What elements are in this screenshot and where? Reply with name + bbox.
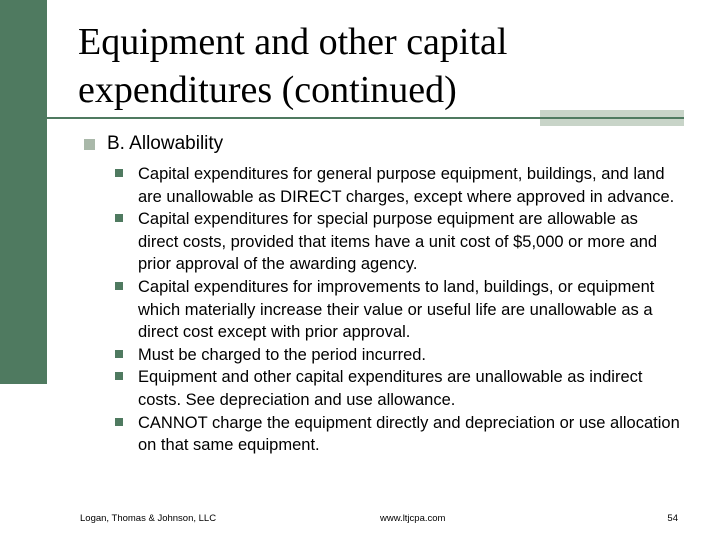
square-bullet-icon — [84, 139, 95, 150]
section-heading — [84, 132, 223, 156]
list-item-text: Capital expenditures for general purpose equipment, buildings, and land are unallowable as DIRECT charges, except where approved in advance. — [138, 165, 675, 206]
section-heading-text: B. Allowability — [107, 133, 224, 154]
slide-title — [78, 18, 698, 114]
square-bullet-icon — [115, 169, 123, 177]
list-item — [112, 276, 682, 344]
list-item-text: CANNOT charge the equipment directly and depreciation or use allocation on that same equipment. — [138, 413, 680, 455]
list-item — [112, 412, 682, 457]
bullet-list — [112, 163, 682, 457]
square-bullet-icon — [115, 350, 123, 358]
list-item-text: Equipment and other capital expenditures are unallowable as indirect costs. See depreciation and use allowance. — [138, 368, 643, 409]
page-number: 54 — [667, 513, 678, 524]
list-item — [112, 344, 682, 367]
side-accent-bar — [0, 0, 47, 384]
square-bullet-icon — [115, 418, 123, 426]
list-item-text: Capital expenditures for improvements to land, buildings, or equipment which materially increase their value or useful life are unallowable as a direct cost except with prior approval. — [138, 277, 655, 342]
title-underline — [0, 117, 684, 119]
footer-website: www.ltjcpa.com — [380, 513, 446, 524]
title-line-1: Equipment and other capital — [78, 21, 508, 63]
list-item — [112, 366, 682, 411]
square-bullet-icon — [115, 214, 123, 222]
list-item-text: Must be charged to the period incurred. — [138, 345, 427, 364]
list-item — [112, 208, 682, 276]
list-item-text: Capital expenditures for special purpose equipment are allowable as direct costs, provided that items have a unit cost of $5,000 or more and prior approval of the awarding agency. — [138, 210, 658, 274]
title-line-2: expenditures (continued) — [78, 69, 457, 111]
square-bullet-icon — [115, 282, 123, 290]
square-bullet-icon — [115, 372, 123, 380]
list-item — [112, 163, 682, 208]
footer-company: Logan, Thomas & Johnson, LLC — [80, 513, 217, 524]
